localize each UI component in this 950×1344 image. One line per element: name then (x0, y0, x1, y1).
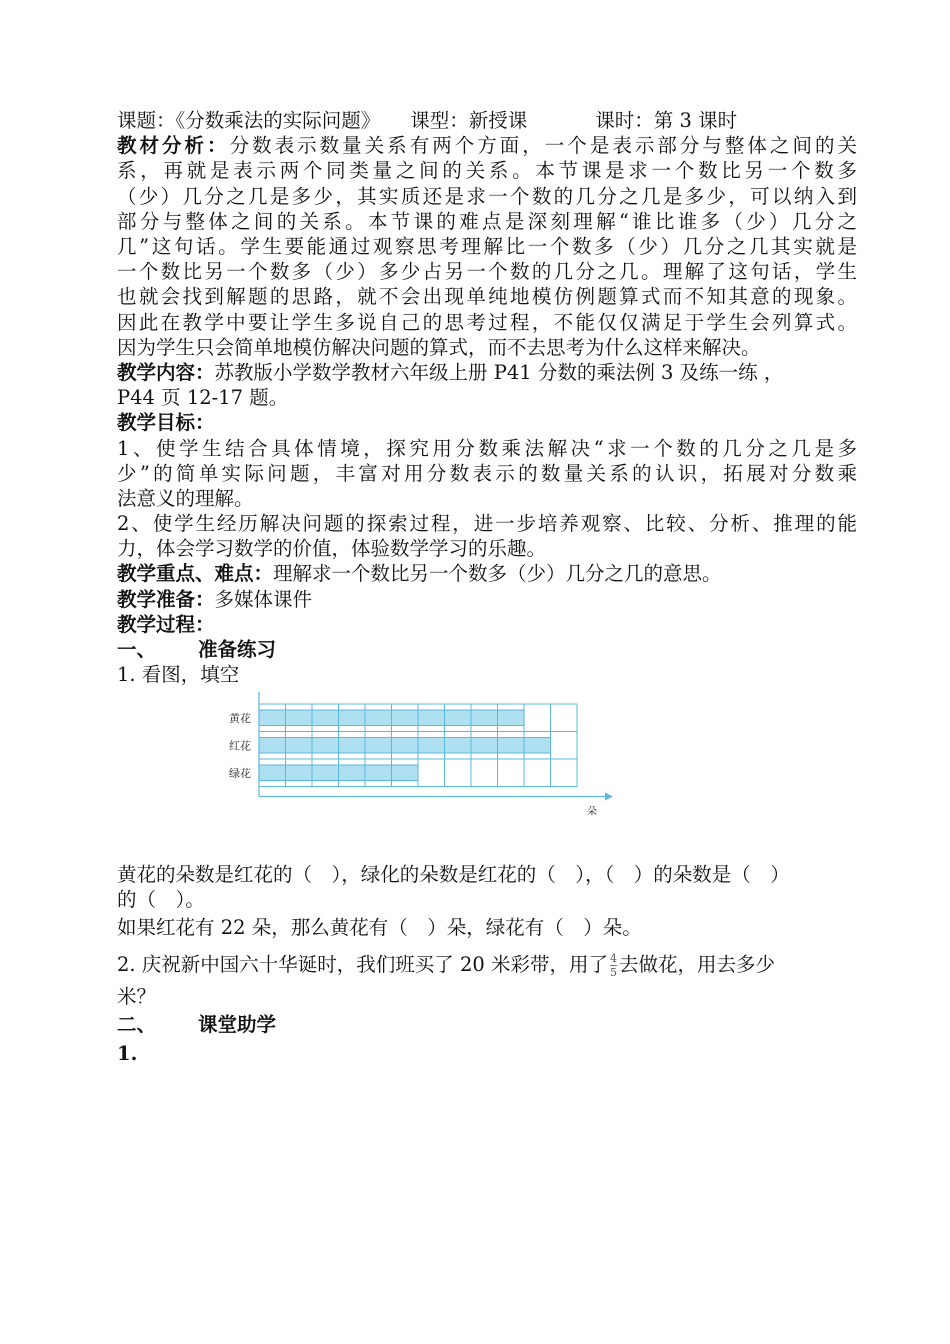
question-2-line: 2. 庆祝新中国六十华诞时，我们班买了 20 米彩带，用了 $\frac{4}{5}$ 去做花，用去多少 (117, 952, 776, 980)
analysis-line-2: （少）几分之几是多少，其实质还是求一个数的几分之几是多少，可以纳入到 (117, 184, 857, 208)
x-axis-arrow (605, 792, 613, 800)
flower-bar-chart (117, 694, 857, 844)
question-2-line-2: 米？ (117, 985, 157, 1009)
question-1: 1. 看图，填空 (117, 663, 240, 687)
analysis-line-1: 系，再就是表示两个同类量之间的关系。本节课是求一个数比另一个数多 (117, 159, 857, 183)
fill-line-1: 黄花的朵数是红花的（ ），绿化的朵数是红花的（ ），（ ）的朵数是（ ） (117, 862, 790, 886)
analysis-line-8: 因为学生只会简单地模仿解决问题的算式，而不去思考为什么这样来解决。 (117, 335, 761, 359)
analysis-line-4: 几”这句话。学生要能通过观察思考理解比一个数多（少）几分之几其实就是 (117, 234, 857, 258)
analysis-section (117, 133, 857, 360)
bar-1 (259, 737, 551, 753)
goal-line-1: 少”的简单实际问题，丰富对用分数表示的数量关系的认识，拓展对分数乘 (117, 461, 857, 485)
goal-line-0: 1、使学生结合具体情境，探究用分数乘法解决“求一个数的几分之几是多 (117, 436, 857, 460)
chart-svg (217, 686, 737, 836)
keypoints-label: 教学重点、难点： (117, 562, 274, 586)
lesson-period: 课时：第 3 课时 (595, 109, 738, 132)
topic: 课题：《分数乘法的实际问题》 (117, 109, 381, 132)
content-line-1: 教学内容：苏教版小学数学教材六年级上册 P41 分数的乘法例 3 及练一练 ， (117, 360, 784, 384)
fill-line-3: 如果红花有 22 朵，那么黄花有（ ）朵，绿花有（ ）朵。 (117, 915, 642, 939)
section1-heading: 一、 准备练习 (117, 638, 277, 662)
fraction-four-fifths: $\frac{4}{5}$ (610, 952, 618, 980)
content-section (117, 360, 857, 410)
keypoints-line: 教学重点、难点：理解求一个数比另一个数多（少）几分之几的意思。 (117, 562, 722, 586)
goals-label: 教学目标： (117, 411, 215, 435)
prep-line: 教学准备：多媒体课件 (117, 587, 313, 611)
goals-section (117, 436, 857, 562)
goal-line-2: 法意义的理解。 (117, 486, 254, 510)
content-label: 教学内容： (117, 360, 215, 384)
content-line-2: P44 页 12-17 题。 (117, 386, 289, 410)
lesson-plan-document (117, 108, 857, 1066)
prep-label: 教学准备： (117, 587, 215, 611)
category-label-2: 绿花 (229, 766, 251, 780)
category-label-1: 红花 (229, 738, 251, 752)
header-line (117, 108, 857, 133)
goal-line-4: 力，体会学习数学的价值，体验数学学习的乐趣。 (117, 537, 547, 561)
lesson-type: 课型：新授课 (410, 109, 528, 132)
category-label-0: 黄花 (229, 711, 251, 725)
analysis-label: 教材分析： (117, 134, 230, 158)
question-3: 1. (117, 1041, 138, 1065)
analysis-line-3: 部分与整体之间的关系。本节课的难点是深刻理解“谁比谁多（少）几分之 (117, 209, 857, 233)
fill-line-2: 的（ ）。 (117, 887, 205, 911)
section2-heading: 二、 课堂助学 (117, 1013, 277, 1037)
x-axis-label: 朵 (587, 806, 597, 817)
goal-line-3: 2、使学生经历解决问题的探索过程，进一步培养观察、比较、分析、推理的能 (117, 512, 857, 536)
analysis-line-6: 也就会找到解题的思路，就不会出现单纯地模仿例题算式而不知其意的现象。 (117, 285, 857, 309)
analysis-line-0: 教材分析：分数表示数量关系有两个方面，一个是表示部分与整体之间的关 (117, 134, 857, 158)
process-label: 教学过程： (117, 612, 215, 636)
analysis-line-7: 因此在教学中要让学生多说自己的思考过程，不能仅仅满足于学生会列算式。 (117, 310, 857, 334)
analysis-line-5: 一个数比另一个数多（少）多少占另一个数的几分之几。理解了这句话，学生 (117, 260, 857, 284)
